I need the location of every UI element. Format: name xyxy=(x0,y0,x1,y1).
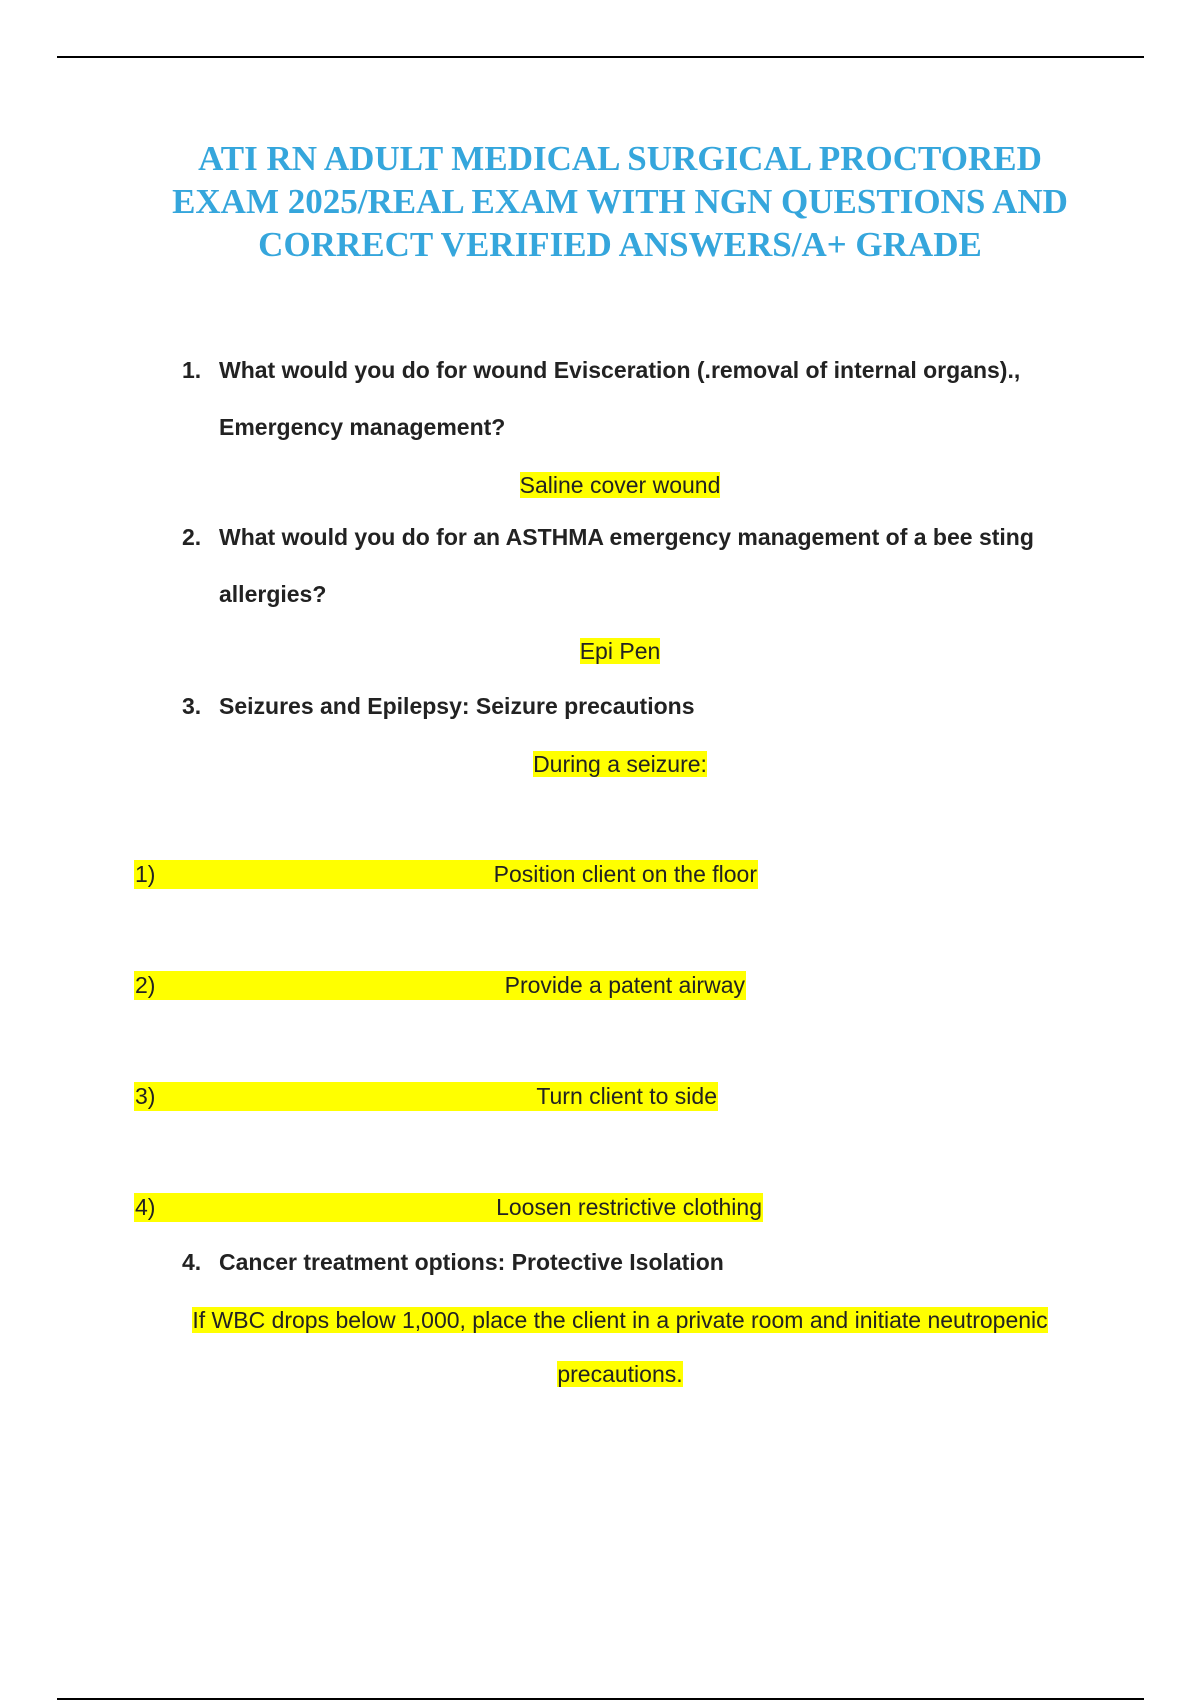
seizure-step-4 xyxy=(134,1193,763,1222)
answer-text: Saline cover wound xyxy=(519,472,721,498)
question-text: What would you do for wound Evisceration (.removal of internal organs)., Emergency management? xyxy=(219,357,1021,440)
question-text: Seizures and Epilepsy: Seizure precautions xyxy=(219,693,695,719)
question-number: 2. xyxy=(182,524,202,550)
question-text: Cancer treatment options: Protective Isolation xyxy=(219,1249,724,1275)
answer-text: Epi Pen xyxy=(579,638,661,664)
step-number: 2) xyxy=(135,972,156,998)
step-text: Turn client to side xyxy=(536,1083,717,1109)
question-number: 1. xyxy=(182,357,202,383)
document-title xyxy=(100,137,1140,266)
answer-line-1: If WBC drops below 1,000, place the client in a private room and initiate neutropenic xyxy=(192,1307,1048,1333)
seizure-step-1 xyxy=(134,860,758,889)
question-number: 4. xyxy=(182,1249,202,1275)
answer-line-2: precautions. xyxy=(557,1361,683,1387)
seizure-step-2 xyxy=(134,971,746,1000)
answer-3 xyxy=(0,749,1200,779)
question-text: What would you do for an ASTHMA emergency management of a bee sting allergies? xyxy=(219,524,1034,607)
answer-4 xyxy=(0,1293,1200,1401)
answer-text: During a seizure: xyxy=(533,751,707,777)
step-number: 1) xyxy=(135,861,156,887)
answer-2 xyxy=(0,636,1200,666)
step-text: Position client on the floor xyxy=(493,861,757,887)
step-number: 3) xyxy=(135,1083,156,1109)
seizure-step-3 xyxy=(134,1082,718,1111)
answer-1 xyxy=(0,470,1200,500)
title-line-1: ATI RN ADULT MEDICAL SURGICAL PROCTORED xyxy=(198,139,1042,178)
step-text: Provide a patent airway xyxy=(504,972,745,998)
top-rule xyxy=(57,56,1144,58)
title-line-3: CORRECT VERIFIED ANSWERS/A+ GRADE xyxy=(258,225,982,264)
step-number: 4) xyxy=(135,1194,156,1220)
title-line-2: EXAM 2025/REAL EXAM WITH NGN QUESTIONS AND xyxy=(172,182,1068,221)
step-text: Loosen restrictive clothing xyxy=(496,1194,762,1220)
question-number: 3. xyxy=(182,693,202,719)
